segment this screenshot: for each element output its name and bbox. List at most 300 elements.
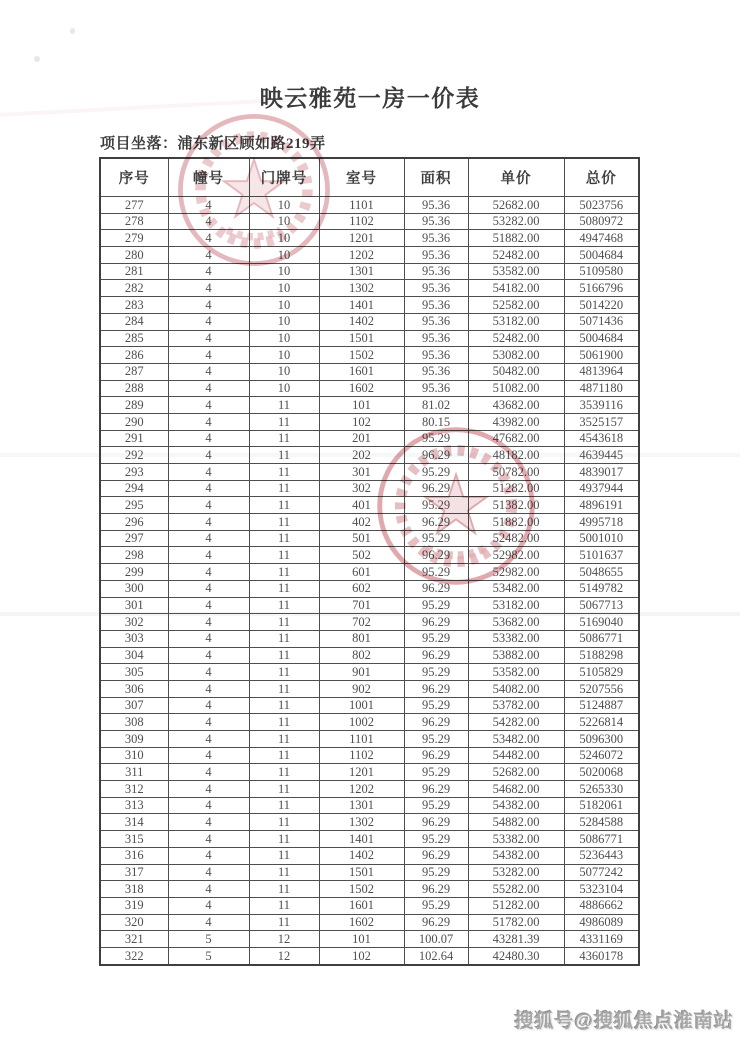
table-cell: 902 (319, 680, 404, 697)
table-cell: 5265330 (564, 781, 639, 798)
table-cell: 11 (249, 497, 319, 514)
table-cell: 3525157 (564, 413, 639, 430)
table-row (100, 914, 639, 931)
table-cell: 10 (249, 213, 319, 230)
table-cell: 202 (319, 447, 404, 464)
table-cell: 52682.00 (468, 764, 564, 781)
table-row (100, 480, 639, 497)
table-cell: 5109580 (564, 263, 639, 280)
table-row (100, 831, 639, 848)
table-cell: 4896191 (564, 497, 639, 514)
table-cell: 4986089 (564, 914, 639, 931)
table-cell: 96.29 (404, 747, 468, 764)
table-cell: 12 (249, 931, 319, 948)
table-cell: 5020068 (564, 764, 639, 781)
table-cell: 10 (249, 363, 319, 380)
table-cell: 10 (249, 230, 319, 247)
table-cell: 95.29 (404, 597, 468, 614)
table-cell: 4 (168, 914, 249, 931)
table-cell: 801 (319, 630, 404, 647)
table-cell: 48182.00 (468, 447, 564, 464)
table-cell: 1301 (319, 797, 404, 814)
table-cell: 53382.00 (468, 630, 564, 647)
table-row (100, 330, 639, 347)
table-cell: 4 (168, 747, 249, 764)
table-cell: 52482.00 (468, 530, 564, 547)
table-cell: 5188298 (564, 647, 639, 664)
table-cell: 285 (100, 330, 168, 347)
table-cell: 52982.00 (468, 547, 564, 564)
table-cell: 95.29 (404, 664, 468, 681)
table-row (100, 897, 639, 914)
column-header: 单价 (468, 158, 564, 197)
table-cell: 10 (249, 263, 319, 280)
table-cell: 53582.00 (468, 263, 564, 280)
table-cell: 286 (100, 347, 168, 364)
table-cell: 1602 (319, 380, 404, 397)
table-row (100, 630, 639, 647)
table-cell: 4 (168, 597, 249, 614)
table-row (100, 714, 639, 731)
table-cell: 4639445 (564, 447, 639, 464)
table-cell: 53682.00 (468, 614, 564, 631)
table-cell: 301 (319, 464, 404, 481)
table-cell: 4 (168, 413, 249, 430)
table-cell: 12 (249, 947, 319, 964)
table-cell: 95.36 (404, 263, 468, 280)
table-cell: 310 (100, 747, 168, 764)
table-cell: 95.36 (404, 297, 468, 314)
table-cell: 43281.39 (468, 931, 564, 948)
table-cell: 11 (249, 397, 319, 414)
table-row (100, 597, 639, 614)
table-cell: 5096300 (564, 731, 639, 748)
table-cell: 290 (100, 413, 168, 430)
table-cell: 4 (168, 347, 249, 364)
table-cell: 306 (100, 680, 168, 697)
table-cell: 4 (168, 697, 249, 714)
table-cell: 5004684 (564, 330, 639, 347)
table-row (100, 347, 639, 364)
table-cell: 11 (249, 747, 319, 764)
table-cell: 51382.00 (468, 497, 564, 514)
table-cell: 1402 (319, 847, 404, 864)
table-cell: 292 (100, 447, 168, 464)
table-cell: 95.29 (404, 697, 468, 714)
table-cell: 11 (249, 814, 319, 831)
table-cell: 5001010 (564, 530, 639, 547)
table-cell: 5323104 (564, 881, 639, 898)
table-cell: 1002 (319, 714, 404, 731)
table-cell: 95.36 (404, 363, 468, 380)
table-cell: 101 (319, 931, 404, 948)
table-cell: 4 (168, 247, 249, 264)
table-cell: 11 (249, 764, 319, 781)
table-cell: 54382.00 (468, 797, 564, 814)
table-cell: 53782.00 (468, 697, 564, 714)
table-cell: 1302 (319, 280, 404, 297)
table-cell: 53882.00 (468, 647, 564, 664)
table-cell: 11 (249, 664, 319, 681)
table-row (100, 464, 639, 481)
table-cell: 11 (249, 597, 319, 614)
table-cell: 4 (168, 731, 249, 748)
table-cell: 279 (100, 230, 168, 247)
table-cell: 101 (319, 397, 404, 414)
table-row (100, 230, 639, 247)
table-cell: 4 (168, 497, 249, 514)
table-cell: 278 (100, 213, 168, 230)
table-cell: 53082.00 (468, 347, 564, 364)
table-cell: 501 (319, 530, 404, 547)
table-cell: 4886662 (564, 897, 639, 914)
table-cell: 96.29 (404, 680, 468, 697)
table-cell: 5166796 (564, 280, 639, 297)
table-cell: 5071436 (564, 313, 639, 330)
table-cell: 11 (249, 897, 319, 914)
table-cell: 11 (249, 847, 319, 864)
table-cell: 43682.00 (468, 397, 564, 414)
table-row (100, 197, 639, 214)
table-cell: 289 (100, 397, 168, 414)
table-cell: 95.29 (404, 564, 468, 581)
table-row (100, 664, 639, 681)
table-cell: 283 (100, 297, 168, 314)
table-cell: 281 (100, 263, 168, 280)
table-cell: 95.29 (404, 864, 468, 881)
table-cell: 11 (249, 680, 319, 697)
table-row (100, 580, 639, 597)
table-cell: 301 (100, 597, 168, 614)
table-cell: 1502 (319, 347, 404, 364)
table-cell: 10 (249, 313, 319, 330)
table-cell: 4947468 (564, 230, 639, 247)
table-row (100, 647, 639, 664)
table-cell: 1101 (319, 731, 404, 748)
table-cell: 5182061 (564, 797, 639, 814)
column-header: 幢号 (168, 158, 249, 197)
column-header: 门牌号 (249, 158, 319, 197)
table-cell: 96.29 (404, 647, 468, 664)
table-cell: 298 (100, 547, 168, 564)
table-cell: 53182.00 (468, 597, 564, 614)
table-cell: 55282.00 (468, 881, 564, 898)
table-cell: 299 (100, 564, 168, 581)
table-cell: 95.36 (404, 213, 468, 230)
table-cell: 11 (249, 530, 319, 547)
table-cell: 5080972 (564, 213, 639, 230)
table-cell: 4 (168, 280, 249, 297)
table-cell: 102.64 (404, 947, 468, 964)
table-cell: 302 (100, 614, 168, 631)
table-cell: 11 (249, 781, 319, 798)
table-cell: 4871180 (564, 380, 639, 397)
table-cell: 11 (249, 447, 319, 464)
table-row (100, 680, 639, 697)
table-cell: 42480.30 (468, 947, 564, 964)
table-cell: 95.36 (404, 347, 468, 364)
table-row (100, 747, 639, 764)
table-cell: 11 (249, 564, 319, 581)
table-cell: 51882.00 (468, 230, 564, 247)
table-cell: 96.29 (404, 514, 468, 531)
table-cell: 4 (168, 530, 249, 547)
table-cell: 296 (100, 514, 168, 531)
table-cell: 96.29 (404, 714, 468, 731)
table-cell: 4839017 (564, 464, 639, 481)
table-cell: 11 (249, 697, 319, 714)
table-cell: 81.02 (404, 397, 468, 414)
table-cell: 51082.00 (468, 380, 564, 397)
table-cell: 95.29 (404, 797, 468, 814)
table-cell: 305 (100, 664, 168, 681)
table-cell: 47682.00 (468, 430, 564, 447)
table-cell: 4331169 (564, 931, 639, 948)
table-row (100, 764, 639, 781)
table-cell: 1201 (319, 764, 404, 781)
table-cell: 11 (249, 831, 319, 848)
table-cell: 11 (249, 797, 319, 814)
table-row (100, 514, 639, 531)
table-cell: 313 (100, 797, 168, 814)
table-cell: 401 (319, 497, 404, 514)
table-cell: 96.29 (404, 847, 468, 864)
table-cell: 4 (168, 764, 249, 781)
table-cell: 100.07 (404, 931, 468, 948)
table-cell: 295 (100, 497, 168, 514)
table-row (100, 847, 639, 864)
table-cell: 311 (100, 764, 168, 781)
table-cell: 11 (249, 914, 319, 931)
table-cell: 4 (168, 430, 249, 447)
table-cell: 10 (249, 297, 319, 314)
table-cell: 4360178 (564, 947, 639, 964)
table-cell: 51882.00 (468, 514, 564, 531)
table-cell: 95.36 (404, 330, 468, 347)
table-cell: 95.29 (404, 497, 468, 514)
table-cell: 1501 (319, 330, 404, 347)
table-cell: 51282.00 (468, 897, 564, 914)
table-cell: 95.36 (404, 230, 468, 247)
table-cell: 1402 (319, 313, 404, 330)
table-row (100, 614, 639, 631)
table-cell: 303 (100, 630, 168, 647)
table-cell: 312 (100, 781, 168, 798)
table-cell: 5124887 (564, 697, 639, 714)
table-cell: 4 (168, 464, 249, 481)
table-cell: 53382.00 (468, 831, 564, 848)
table-cell: 1301 (319, 263, 404, 280)
table-cell: 4 (168, 297, 249, 314)
table-cell: 602 (319, 580, 404, 597)
table-body (100, 197, 639, 965)
table-cell: 54082.00 (468, 680, 564, 697)
table-cell: 304 (100, 647, 168, 664)
table-cell: 5 (168, 947, 249, 964)
table-row (100, 497, 639, 514)
table-cell: 4 (168, 864, 249, 881)
table-cell: 11 (249, 514, 319, 531)
price-table (99, 157, 640, 966)
table-cell: 5004684 (564, 247, 639, 264)
table-row (100, 564, 639, 581)
table-cell: 1102 (319, 213, 404, 230)
table-cell: 4 (168, 797, 249, 814)
table-cell: 51282.00 (468, 480, 564, 497)
table-cell: 96.29 (404, 814, 468, 831)
table-cell: 4 (168, 897, 249, 914)
table-row (100, 297, 639, 314)
column-header: 面积 (404, 158, 468, 197)
table-cell: 96.29 (404, 614, 468, 631)
table-cell: 4 (168, 397, 249, 414)
table-row (100, 530, 639, 547)
table-cell: 4937944 (564, 480, 639, 497)
table-cell: 300 (100, 580, 168, 597)
table-cell: 288 (100, 380, 168, 397)
table-cell: 4 (168, 363, 249, 380)
table-cell: 96.29 (404, 480, 468, 497)
table-cell: 43982.00 (468, 413, 564, 430)
table-cell: 1001 (319, 697, 404, 714)
table-cell: 321 (100, 931, 168, 948)
table-cell: 10 (249, 247, 319, 264)
table-cell: 95.29 (404, 764, 468, 781)
table-cell: 5014220 (564, 297, 639, 314)
table-row (100, 397, 639, 414)
table-cell: 4 (168, 647, 249, 664)
table-cell: 5105829 (564, 664, 639, 681)
table-cell: 201 (319, 430, 404, 447)
table-row (100, 280, 639, 297)
table-cell: 4 (168, 630, 249, 647)
table-row (100, 781, 639, 798)
table-cell: 4 (168, 831, 249, 848)
table-cell: 11 (249, 864, 319, 881)
table-cell: 102 (319, 947, 404, 964)
table-cell: 5061900 (564, 347, 639, 364)
table-cell: 95.36 (404, 247, 468, 264)
table-header-row (100, 158, 639, 197)
table-cell: 95.29 (404, 430, 468, 447)
table-cell: 11 (249, 647, 319, 664)
table-cell: 4 (168, 380, 249, 397)
table-row (100, 731, 639, 748)
table-cell: 11 (249, 547, 319, 564)
table-cell: 50782.00 (468, 464, 564, 481)
table-cell: 52982.00 (468, 564, 564, 581)
table-row (100, 430, 639, 447)
table-row (100, 380, 639, 397)
table-cell: 52682.00 (468, 197, 564, 214)
column-header: 室号 (319, 158, 404, 197)
table-cell: 320 (100, 914, 168, 931)
table-cell: 10 (249, 197, 319, 214)
table-cell: 4995718 (564, 514, 639, 531)
table-cell: 4 (168, 313, 249, 330)
table-cell: 4 (168, 664, 249, 681)
table-cell: 95.36 (404, 313, 468, 330)
table-cell: 294 (100, 480, 168, 497)
table-cell: 4 (168, 197, 249, 214)
table-cell: 1502 (319, 881, 404, 898)
table-cell: 3539116 (564, 397, 639, 414)
project-location: 项目坐落：浦东新区顾如路219弄 (100, 136, 326, 152)
table-cell: 901 (319, 664, 404, 681)
column-header: 序号 (100, 158, 168, 197)
table-cell: 52482.00 (468, 330, 564, 347)
table-cell: 4 (168, 480, 249, 497)
table-row (100, 881, 639, 898)
table-cell: 95.29 (404, 464, 468, 481)
table-cell: 96.29 (404, 547, 468, 564)
table-cell: 10 (249, 380, 319, 397)
table-cell: 1201 (319, 230, 404, 247)
table-cell: 95.29 (404, 530, 468, 547)
table-cell: 11 (249, 714, 319, 731)
table-cell: 11 (249, 614, 319, 631)
table-cell: 5169040 (564, 614, 639, 631)
table-cell: 96.29 (404, 580, 468, 597)
table-cell: 53482.00 (468, 580, 564, 597)
table-cell: 319 (100, 897, 168, 914)
table-cell: 1202 (319, 247, 404, 264)
table-cell: 80.15 (404, 413, 468, 430)
table-cell: 10 (249, 280, 319, 297)
table-cell: 51782.00 (468, 914, 564, 931)
table-cell: 4813964 (564, 363, 639, 380)
table-cell: 5226814 (564, 714, 639, 731)
table-cell: 5284588 (564, 814, 639, 831)
table-row (100, 363, 639, 380)
table-cell: 5 (168, 931, 249, 948)
table-cell: 1601 (319, 363, 404, 380)
table-row (100, 247, 639, 264)
table-cell: 95.29 (404, 630, 468, 647)
table-cell: 4 (168, 564, 249, 581)
table-cell: 5246072 (564, 747, 639, 764)
table-cell: 1401 (319, 297, 404, 314)
table-cell: 282 (100, 280, 168, 297)
table-cell: 291 (100, 430, 168, 447)
table-cell: 11 (249, 430, 319, 447)
table-cell: 52482.00 (468, 247, 564, 264)
table-cell: 54882.00 (468, 814, 564, 831)
table-cell: 317 (100, 864, 168, 881)
table-row (100, 263, 639, 280)
table-cell: 53282.00 (468, 864, 564, 881)
table-cell: 54682.00 (468, 781, 564, 798)
table-cell: 11 (249, 580, 319, 597)
table-cell: 4 (168, 263, 249, 280)
page-title: 映云雅苑一房一价表 (259, 86, 481, 111)
table-cell: 11 (249, 731, 319, 748)
table-cell: 302 (319, 480, 404, 497)
table-row (100, 814, 639, 831)
table-row (100, 697, 639, 714)
table-cell: 601 (319, 564, 404, 581)
table-cell: 1401 (319, 831, 404, 848)
table-cell: 11 (249, 480, 319, 497)
table-cell: 277 (100, 197, 168, 214)
table-row (100, 931, 639, 948)
table-cell: 4 (168, 580, 249, 597)
table-cell: 316 (100, 847, 168, 864)
table-cell: 1302 (319, 814, 404, 831)
table-row (100, 864, 639, 881)
table-cell: 284 (100, 313, 168, 330)
table-cell: 1202 (319, 781, 404, 798)
